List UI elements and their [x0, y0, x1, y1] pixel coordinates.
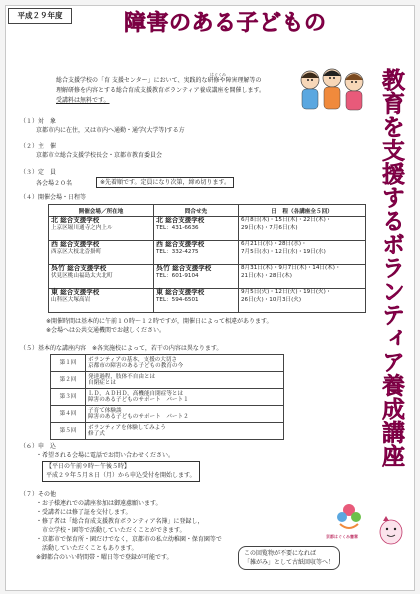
recycle-mascot-icon [376, 514, 406, 546]
bubble-line2: 「雑がみ」として古紙回収等へ！ [244, 559, 335, 566]
dates-cell: 8月31日(木)・9月7日(木)・14日(木)・ 21日(木)・28日(木) [239, 265, 366, 289]
session-content: ボランティアを体験してみよう 修了式 [86, 423, 284, 440]
table-row [51, 406, 284, 423]
table-row [51, 355, 284, 372]
side-title: 教育を支援するボランティア養成講座 [378, 68, 404, 468]
section-4-head: （４）開催会場・日程等 [20, 194, 87, 201]
contact-cell: 北 総合支援学校 TEL：431-6636 [154, 217, 239, 241]
section-2-body: 京都市立総合支援学校長会・京都市教育委員会 [36, 152, 163, 159]
list-item: ※御都合のいい時間帯・曜日等で登録が可能です。 [36, 554, 173, 561]
table-row [49, 265, 366, 289]
contact-cell: 呉竹 総合支援学校 TEL：601-9104 [154, 265, 239, 289]
schedule-header-row [49, 205, 366, 217]
session-label: 第５回 [51, 423, 86, 440]
dates-cell: 6月21日(水)・28日(水)・ 7月5日(水)・12日(水)・19日(水) [239, 241, 366, 265]
intro-line3: 受講料は無料です。 [56, 97, 110, 104]
venue-cell: 東 総合支援学校 山科区大塚高岩 [49, 289, 154, 313]
recycle-bubble [238, 546, 340, 570]
venue-cell: 北 総合支援学校 上京区堀川通寺之内上ル [49, 217, 154, 241]
bubble-line1: この回覧物が不要になれば [244, 550, 317, 557]
table-row [49, 241, 366, 265]
section-6-head: （６）申 込 [20, 443, 57, 450]
contact-cell: 東 総合支援学校 TEL：594-6501 [154, 289, 239, 313]
session-label: 第２回 [51, 372, 86, 389]
schedule-note-1: ※開催時間は基本的に午前１０時～１２時ですが，開催日によって相違があります。 [46, 318, 273, 325]
section-1-head: （１）対 象 [20, 118, 57, 125]
list-item: ・修了者は「総合育成支援教育ボランティア名簿」に登録し， [36, 518, 204, 525]
dates-cell: 6月8日(木)・15日(木)・22日(木)・ 29日(木)・7月6日(木) [239, 217, 366, 241]
section-3-note: ※先着順です。定員になり次第，締め切ります。 [96, 177, 234, 188]
year-label: 平成２９年度 [8, 8, 72, 24]
table-row [49, 289, 366, 313]
intro-text [56, 76, 296, 106]
intro-line2: 理解研修を内容とする総合育成支援教育ボランティア養成講座を開催します。 [56, 87, 266, 94]
section-7-head: （７）その他 [20, 491, 57, 498]
section-3-body: 各会場２０名 [36, 180, 73, 187]
list-item: ・受講者には修了証を交付します。 [36, 509, 132, 516]
session-label: 第１回 [51, 355, 86, 372]
hagukumi-logo-icon [334, 500, 364, 534]
section-1-body: 京都市内に在住，又は市内へ通勤・通学(大学等)する方 [36, 127, 185, 134]
list-item: 活動していただくこともあります。 [36, 545, 138, 552]
section-5-head: （５）基本的な講座内容 ※各実施校によって，若干の内容は異なります。 [20, 345, 223, 352]
session-content: 発達過程，肢体不自由とは 自閉症とは [86, 372, 284, 389]
content-table [50, 354, 284, 440]
venue-cell: 呉竹 総合支援学校 伏見区桃山福島太夫北町 [49, 265, 154, 289]
session-label: 第４回 [51, 406, 86, 423]
schedule-note-2: ※会場へは公共交通機関でお越しください。 [46, 327, 166, 334]
apply-start: 平成２９年５月８日（月）から申込受付を開始します。 [46, 471, 196, 479]
intro-line1: 総合支援学校の「育 支援センター」において、実践的な研修や障害理解等の [56, 77, 262, 84]
list-item: 市立学校・園等で活動していただくことができます。 [36, 527, 186, 534]
flyer-page [5, 5, 415, 591]
list-item: ・京都市で保育所・園だけでなく，京都市の私立幼稚園・保育園等で [36, 536, 222, 543]
table-row [51, 423, 284, 440]
apply-hours: 【平日の午前９時～午後５時】 [46, 463, 131, 470]
contact-cell: 西 総合支援学校 TEL：332-4275 [154, 241, 239, 265]
list-item: ・お子様連れでの講座参加は御遠慮願います。 [36, 500, 162, 507]
session-content: 子育て体験談 障害のある子どものサポート パート２ [86, 406, 284, 423]
section-3-head: （３）定 員 [20, 169, 57, 176]
session-content: ＬＤ，ＡＤＨＤ，高機能自閉症等とは 障害のある子どものサポート パート１ [86, 389, 284, 406]
table-row [51, 372, 284, 389]
table-row [51, 389, 284, 406]
dates-cell: 9月5日(火)・12日(火)・19日(火)・ 26日(火)・10月3日(火) [239, 289, 366, 313]
session-content: ボランティアの基本，支援の大切さ 京都市の障害のある子どもの教育の今 [86, 355, 284, 372]
table-row [49, 217, 366, 241]
section-2-head: （２）主 催 [20, 143, 57, 150]
header-venue: 開催会場／所在地 [49, 205, 154, 217]
venue-cell: 西 総合支援学校 西京区大枝北沓掛町 [49, 241, 154, 265]
main-title: 障害のある子どもの [124, 11, 327, 36]
session-label: 第３回 [51, 389, 86, 406]
apply-box [42, 461, 200, 482]
header-dates: 日 程（各講座全５回） [239, 205, 366, 217]
ruby-text: はぐくみ [210, 72, 226, 77]
apply-line1: ・希望される会場に電話でお問い合わせください。 [36, 452, 175, 459]
logo-text: 京都はぐくみ憲章 [326, 534, 358, 539]
children-illustration [296, 64, 368, 116]
schedule-table [48, 204, 366, 313]
header-contact: 問合せ先 [154, 205, 239, 217]
